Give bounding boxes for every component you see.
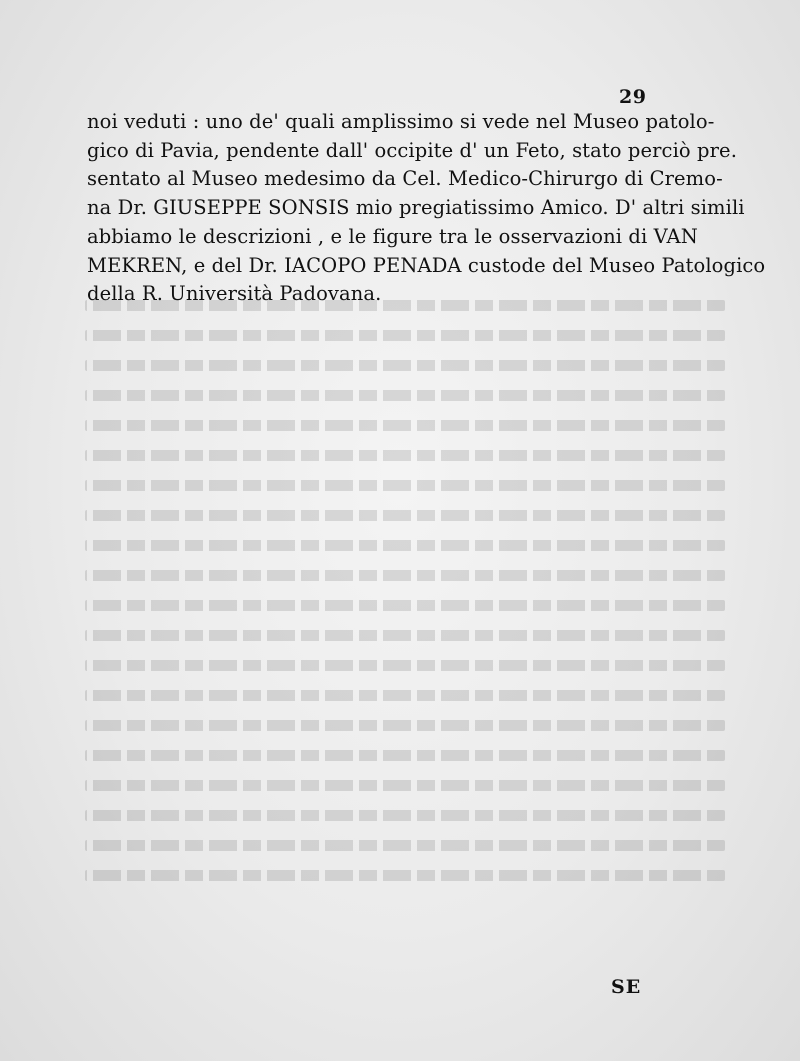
text-line: gico di Pavia, pendente dall' occipite d' un Feto, stato perciò pre. — [87, 138, 737, 162]
catchword: SE — [611, 976, 642, 998]
text-line: sentato al Museo medesimo da Cel. Medico-Chirurgo di Cremo- — [87, 167, 723, 191]
reverse-side-bleed-through — [85, 300, 725, 1000]
text-line: della R. Università Padovana. — [87, 282, 382, 306]
text-line: MEKREN, e del Dr. IACOPO PENADA custode del Museo Patologico — [87, 253, 766, 277]
page-number: 29 — [619, 86, 647, 108]
text-line: noi veduti : uno de' quali amplissimo si vede nel Museo patolo- — [87, 110, 715, 133]
text-line: na Dr. GIUSEPPE SONSIS mio pregiatissimo Amico. D' altri simili — [87, 196, 745, 220]
text-line: abbiamo le descrizioni , e le figure tra le osservazioni di VAN — [87, 224, 698, 248]
body-paragraph — [87, 108, 766, 309]
